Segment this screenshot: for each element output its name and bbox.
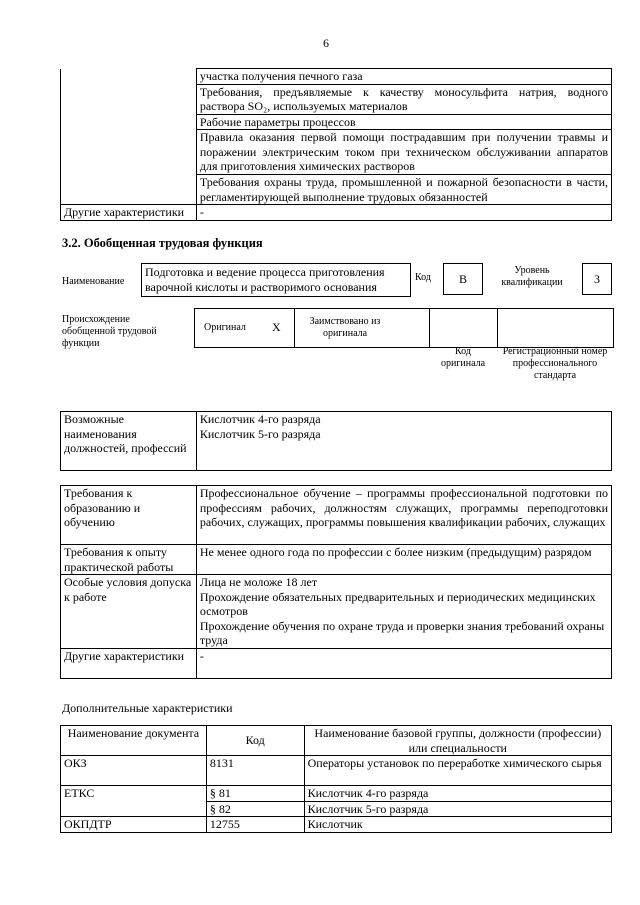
positions-label: Возможные наименования должностей, профессий [61, 412, 197, 471]
req-conditions-label: Особые условия допуска к работе [61, 575, 197, 649]
origin-original-label: Оригинал [204, 322, 246, 333]
header-name: Наименование базовой группы, должности (профессии) или специальности [304, 726, 611, 756]
gtf-level-value: 3 [582, 263, 612, 295]
additional-table [60, 725, 612, 833]
origin-original-mark: Х [272, 320, 281, 334]
origin-borrowed-label: Заимствовано из оригинала [309, 316, 381, 339]
table-cell [61, 69, 197, 85]
positions-table [60, 411, 612, 471]
cell-code: § 81 [206, 786, 304, 802]
origin-reg-caption: Регистрационный номер профессионального стандарта [502, 346, 608, 381]
cell-doc: ОКПДТР [61, 817, 207, 833]
cell-name: Кислотчик 5-го разряда [304, 801, 611, 817]
table-row [61, 648, 612, 678]
origin-code-caption: Код оригинала [440, 346, 486, 369]
cell-name: Операторы установок по переработке химического сырья [304, 756, 611, 786]
additional-title: Дополнительные характеристики [62, 701, 233, 715]
req-other-value: - [196, 648, 611, 678]
condition-item: Прохождение обязательных предварительных и периодических медицинских осмотров [199, 589, 596, 618]
origin-label: Происхождение обобщенной трудовой функции [62, 314, 157, 349]
table-cell [61, 84, 197, 114]
condition-item: Лица не моложе 18 лет [199, 575, 318, 589]
table-cell: Правила оказания первой помощи пострадавшим при получении травмы и поражении электрическим током при техническом обслуживании аппаратов для приготовления химических растворов [196, 130, 611, 175]
gtf-code-value: В [443, 263, 483, 295]
table-row [61, 575, 612, 649]
section-title: 3.2. Обобщенная трудовая функция [62, 236, 263, 250]
cell-name: Кислотчик [304, 817, 611, 833]
table-cell [61, 130, 197, 175]
page-number: 6 [323, 36, 329, 50]
req-education-label: Требования к образованию и обучению [61, 486, 197, 545]
header-doc: Наименование документа [61, 726, 207, 756]
position-item: Кислотчик 4-го разряда [199, 412, 321, 426]
table-row [61, 545, 612, 575]
cell-doc: ЕТКС [61, 786, 207, 817]
cell-code: 12755 [206, 817, 304, 833]
table-row [61, 130, 612, 175]
req-other-label: Другие характеристики [61, 648, 197, 678]
table-cell [61, 175, 197, 205]
position-item: Кислотчик 5-го разряда [199, 426, 321, 441]
req-conditions-value [196, 575, 611, 649]
table-row [61, 726, 612, 756]
requirements-table [60, 485, 612, 679]
table-cell: Требования охраны труда, промышленной и пожарной безопасности в части, регламентирующей выполнение трудовых обязанностей [196, 175, 611, 205]
cell-name: Кислотчик 4-го разряда [304, 786, 611, 802]
gtf-name-value: Подготовка и ведение процесса приготовления варочной кислоты и растворимого основания [141, 263, 411, 297]
req-experience-label: Требования к опыту практической работы [61, 545, 197, 575]
cell-code: § 82 [206, 801, 304, 817]
gtf-name-label: Наименование [62, 276, 125, 287]
table-cell: Рабочие параметры процессов [196, 114, 611, 130]
table-cell: Требования, предъявляемые к качеству моносульфита натрия, водного раствора SO₂, используемых материалов [196, 84, 611, 114]
table-row [61, 817, 612, 833]
table-row [61, 114, 612, 130]
table-row [61, 756, 612, 786]
req-education-value: Профессиональное обучение – программы профессиональной подготовки по профессиям рабочих, должностям служащих, программы переподготовки рабочих, служащих, программы повышения квалификации рабочих, служащих [196, 486, 611, 545]
table-row [61, 175, 612, 205]
top-table [60, 68, 612, 221]
table-row [61, 486, 612, 545]
table-row [61, 412, 612, 471]
table-row [61, 786, 612, 802]
gtf-code-label: Код [415, 272, 431, 283]
gtf-level-label: Уровень квалификации [501, 265, 563, 288]
table-cell: - [196, 205, 611, 221]
cell-code: 8131 [206, 756, 304, 786]
table-cell: участка получения печного газа [196, 69, 611, 85]
table-row [61, 84, 612, 114]
condition-item: Прохождение обучения по охране труда и проверки знания требований охраны труда [199, 618, 605, 647]
header-code: Код [206, 726, 304, 756]
cell-doc: ОКЗ [61, 756, 207, 786]
table-cell: Другие характеристики [61, 205, 197, 221]
table-cell [61, 114, 197, 130]
req-experience-value: Не менее одного года по профессии с более низким (предыдущим) разрядом [196, 545, 611, 575]
positions-values [196, 412, 611, 471]
table-row [61, 69, 612, 85]
origin-box [194, 308, 614, 348]
table-row [61, 205, 612, 221]
